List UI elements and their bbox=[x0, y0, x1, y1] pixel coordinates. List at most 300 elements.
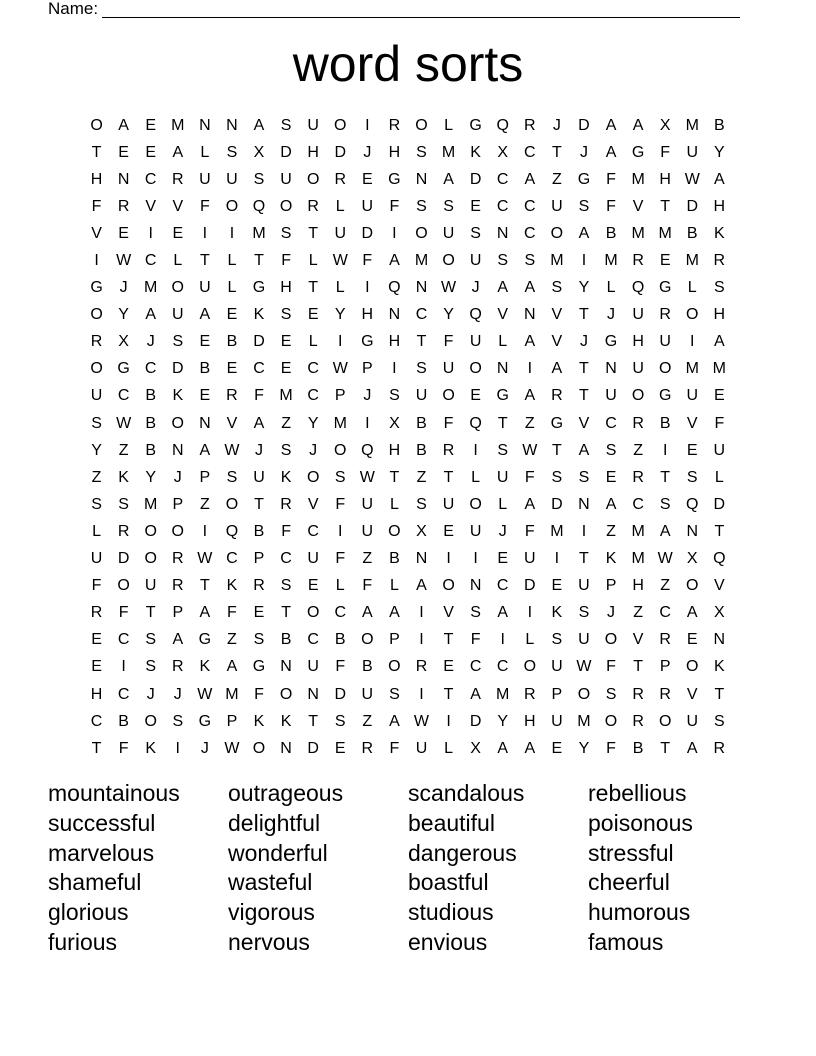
grid-letter[interactable]: W bbox=[332, 360, 348, 378]
grid-letter[interactable]: Z bbox=[91, 468, 102, 486]
grid-letter[interactable]: O bbox=[306, 604, 320, 622]
grid-letter[interactable]: O bbox=[306, 170, 320, 188]
grid-letter[interactable]: U bbox=[144, 577, 157, 595]
grid-letter[interactable]: Q bbox=[252, 197, 266, 215]
grid-letter[interactable]: C bbox=[307, 387, 319, 405]
grid-letter[interactable]: U bbox=[551, 658, 563, 676]
grid-letter[interactable]: Z bbox=[199, 495, 210, 513]
grid-letter[interactable]: C bbox=[144, 170, 157, 188]
grid-letter[interactable]: G bbox=[117, 360, 130, 378]
grid-letter[interactable]: U bbox=[199, 170, 211, 188]
grid-letter[interactable]: R bbox=[90, 604, 103, 622]
grid-letter[interactable]: I bbox=[94, 252, 99, 270]
grid-letter[interactable]: T bbox=[579, 306, 589, 324]
grid-letter[interactable]: N bbox=[578, 495, 590, 513]
grid-letter[interactable]: F bbox=[606, 197, 616, 215]
grid-letter[interactable]: F bbox=[281, 522, 291, 540]
grid-letter[interactable]: J bbox=[119, 279, 128, 297]
grid-letter[interactable]: O bbox=[550, 224, 564, 242]
grid-letter[interactable]: O bbox=[225, 197, 239, 215]
grid-letter[interactable]: Q bbox=[713, 550, 726, 568]
grid-letter[interactable]: T bbox=[389, 468, 400, 486]
grid-letter[interactable]: K bbox=[118, 468, 129, 486]
grid-letter[interactable]: F bbox=[118, 739, 129, 757]
grid-letter[interactable]: C bbox=[117, 631, 130, 649]
grid-letter[interactable]: I bbox=[121, 658, 126, 676]
grid-letter[interactable]: E bbox=[91, 631, 102, 649]
grid-letter[interactable]: L bbox=[335, 577, 345, 595]
grid-letter[interactable]: T bbox=[551, 143, 562, 161]
grid-letter[interactable]: W bbox=[441, 279, 457, 297]
grid-letter[interactable]: M bbox=[712, 360, 726, 378]
grid-letter[interactable]: S bbox=[605, 685, 617, 703]
grid-letter[interactable]: F bbox=[606, 739, 616, 757]
grid-letter[interactable]: D bbox=[253, 333, 265, 351]
grid-letter[interactable]: O bbox=[90, 306, 103, 324]
grid-letter[interactable]: B bbox=[389, 550, 400, 568]
grid-letter[interactable]: T bbox=[660, 739, 671, 757]
grid-letter[interactable]: S bbox=[416, 197, 427, 215]
grid-letter[interactable]: A bbox=[686, 604, 698, 622]
grid-letter[interactable]: O bbox=[415, 224, 428, 242]
grid-letter[interactable]: E bbox=[199, 387, 211, 405]
grid-letter[interactable]: F bbox=[281, 252, 291, 270]
grid-letter[interactable]: O bbox=[415, 116, 428, 134]
grid-letter[interactable]: P bbox=[361, 360, 373, 378]
grid-letter[interactable]: O bbox=[90, 116, 103, 134]
grid-letter[interactable]: C bbox=[659, 604, 671, 622]
grid-letter[interactable]: E bbox=[118, 143, 129, 161]
grid-letter[interactable]: U bbox=[496, 468, 509, 486]
grid-letter[interactable]: G bbox=[631, 143, 645, 161]
grid-letter[interactable]: A bbox=[118, 116, 129, 134]
grid-letter[interactable]: N bbox=[496, 224, 509, 242]
grid-letter[interactable]: U bbox=[469, 333, 482, 351]
grid-letter[interactable]: J bbox=[200, 739, 209, 757]
grid-letter[interactable]: O bbox=[523, 658, 537, 676]
grid-letter[interactable]: L bbox=[308, 333, 318, 351]
grid-letter[interactable]: N bbox=[686, 522, 699, 540]
grid-letter[interactable]: S bbox=[686, 468, 698, 486]
grid-letter[interactable]: F bbox=[335, 550, 346, 568]
grid-letter[interactable]: S bbox=[226, 468, 238, 486]
grid-letter[interactable]: Y bbox=[145, 468, 157, 486]
grid-letter[interactable]: B bbox=[145, 441, 157, 459]
grid-letter[interactable]: L bbox=[227, 279, 237, 297]
grid-letter[interactable]: H bbox=[713, 306, 726, 324]
grid-letter[interactable]: I bbox=[175, 739, 180, 757]
grid-letter[interactable]: T bbox=[281, 604, 291, 622]
grid-letter[interactable]: R bbox=[171, 658, 184, 676]
grid-letter[interactable]: C bbox=[469, 658, 482, 676]
grid-letter[interactable]: A bbox=[686, 739, 698, 757]
grid-letter[interactable]: N bbox=[280, 658, 292, 676]
grid-letter[interactable]: F bbox=[443, 414, 454, 432]
grid-letter[interactable]: C bbox=[415, 306, 428, 324]
grid-letter[interactable]: S bbox=[551, 468, 563, 486]
grid-letter[interactable]: F bbox=[227, 604, 237, 622]
grid-letter[interactable]: O bbox=[306, 468, 320, 486]
grid-letter[interactable]: F bbox=[362, 252, 373, 270]
grid-letter[interactable]: C bbox=[307, 631, 319, 649]
grid-letter[interactable]: R bbox=[713, 252, 726, 270]
grid-letter[interactable]: H bbox=[388, 441, 401, 459]
grid-letter[interactable]: K bbox=[605, 550, 617, 568]
grid-letter[interactable]: T bbox=[254, 495, 264, 513]
grid-letter[interactable]: A bbox=[416, 577, 427, 595]
grid-letter[interactable]: I bbox=[581, 252, 587, 270]
grid-letter[interactable]: S bbox=[605, 441, 617, 459]
grid-letter[interactable]: A bbox=[632, 116, 644, 134]
grid-letter[interactable]: G bbox=[252, 658, 266, 676]
grid-letter[interactable]: V bbox=[714, 577, 725, 595]
grid-letter[interactable]: T bbox=[308, 224, 319, 242]
grid-letter[interactable]: E bbox=[226, 360, 238, 378]
grid-letter[interactable]: Z bbox=[633, 604, 643, 622]
grid-letter[interactable]: W bbox=[359, 468, 375, 486]
grid-letter[interactable]: Q bbox=[225, 522, 239, 540]
grid-letter[interactable]: U bbox=[307, 658, 319, 676]
grid-letter[interactable]: R bbox=[171, 550, 184, 568]
grid-letter[interactable]: E bbox=[605, 468, 617, 486]
grid-letter[interactable]: O bbox=[144, 522, 157, 540]
grid-letter[interactable]: U bbox=[469, 252, 482, 270]
grid-letter[interactable]: O bbox=[658, 360, 672, 378]
grid-letter[interactable]: U bbox=[442, 360, 455, 378]
grid-letter[interactable]: B bbox=[253, 522, 265, 540]
grid-letter[interactable]: Q bbox=[361, 441, 374, 459]
grid-letter[interactable]: V bbox=[632, 197, 644, 215]
grid-letter[interactable]: R bbox=[415, 658, 428, 676]
grid-letter[interactable]: C bbox=[524, 197, 536, 215]
grid-letter[interactable]: B bbox=[334, 631, 346, 649]
grid-letter[interactable]: S bbox=[118, 495, 129, 513]
grid-letter[interactable]: A bbox=[226, 658, 238, 676]
grid-letter[interactable]: A bbox=[389, 604, 400, 622]
grid-letter[interactable]: F bbox=[606, 658, 616, 676]
grid-letter[interactable]: O bbox=[604, 631, 618, 649]
grid-letter[interactable]: P bbox=[199, 468, 211, 486]
grid-letter[interactable]: A bbox=[578, 441, 590, 459]
grid-letter[interactable]: K bbox=[226, 577, 238, 595]
grid-letter[interactable]: R bbox=[280, 495, 292, 513]
grid-letter[interactable]: I bbox=[500, 631, 505, 649]
grid-letter[interactable]: L bbox=[714, 468, 724, 486]
grid-letter[interactable]: M bbox=[604, 252, 618, 270]
grid-letter[interactable]: K bbox=[172, 387, 184, 405]
grid-letter[interactable]: A bbox=[524, 387, 536, 405]
grid-letter[interactable]: L bbox=[525, 631, 535, 649]
grid-letter[interactable]: C bbox=[334, 604, 347, 622]
grid-letter[interactable]: O bbox=[686, 306, 699, 324]
grid-letter[interactable]: U bbox=[90, 550, 103, 568]
grid-letter[interactable]: G bbox=[388, 170, 401, 188]
grid-letter[interactable]: T bbox=[254, 252, 264, 270]
grid-letter[interactable]: E bbox=[686, 441, 698, 459]
grid-letter[interactable]: A bbox=[199, 441, 211, 459]
grid-letter[interactable]: O bbox=[658, 712, 672, 730]
grid-letter[interactable]: F bbox=[335, 658, 346, 676]
grid-letter[interactable]: A bbox=[199, 306, 211, 324]
grid-letter[interactable]: A bbox=[497, 739, 509, 757]
grid-letter[interactable]: H bbox=[524, 712, 536, 730]
grid-letter[interactable]: D bbox=[334, 685, 347, 703]
grid-letter[interactable]: O bbox=[388, 522, 401, 540]
grid-letter[interactable]: P bbox=[253, 550, 265, 568]
grid-letter[interactable]: N bbox=[496, 360, 509, 378]
grid-letter[interactable]: S bbox=[172, 712, 184, 730]
grid-letter[interactable]: S bbox=[91, 495, 102, 513]
grid-letter[interactable]: E bbox=[172, 224, 184, 242]
grid-letter[interactable]: T bbox=[91, 143, 102, 161]
grid-letter[interactable]: Y bbox=[91, 441, 102, 459]
grid-letter[interactable]: L bbox=[444, 116, 453, 134]
grid-letter[interactable]: B bbox=[659, 414, 671, 432]
grid-letter[interactable]: S bbox=[714, 712, 725, 730]
grid-letter[interactable]: Y bbox=[578, 739, 590, 757]
grid-letter[interactable]: Q bbox=[469, 306, 482, 324]
grid-letter[interactable]: J bbox=[173, 685, 182, 703]
grid-letter[interactable]: Q bbox=[496, 116, 509, 134]
grid-letter[interactable]: E bbox=[199, 333, 211, 351]
grid-letter[interactable]: G bbox=[361, 333, 374, 351]
grid-letter[interactable]: G bbox=[658, 279, 672, 297]
grid-letter[interactable]: T bbox=[579, 387, 589, 405]
grid-letter[interactable]: Q bbox=[469, 414, 482, 432]
grid-letter[interactable]: S bbox=[389, 387, 400, 405]
grid-letter[interactable]: A bbox=[172, 143, 184, 161]
grid-letter[interactable]: D bbox=[713, 495, 726, 513]
grid-letter[interactable]: A bbox=[605, 116, 617, 134]
grid-letter[interactable]: J bbox=[552, 116, 561, 134]
grid-letter[interactable]: A bbox=[714, 333, 725, 351]
grid-letter[interactable]: T bbox=[579, 360, 589, 378]
grid-letter[interactable]: N bbox=[524, 306, 536, 324]
grid-letter[interactable]: Z bbox=[281, 414, 291, 432]
grid-letter[interactable]: T bbox=[633, 658, 643, 676]
grid-letter[interactable]: U bbox=[226, 170, 238, 188]
grid-letter[interactable]: U bbox=[659, 333, 671, 351]
grid-letter[interactable]: L bbox=[173, 252, 183, 270]
grid-letter[interactable]: I bbox=[392, 224, 397, 242]
grid-letter[interactable]: F bbox=[335, 495, 346, 513]
grid-letter[interactable]: O bbox=[144, 712, 157, 730]
grid-letter[interactable]: D bbox=[171, 360, 184, 378]
grid-letter[interactable]: I bbox=[365, 414, 370, 432]
grid-letter[interactable]: M bbox=[252, 224, 266, 242]
grid-letter[interactable]: Z bbox=[633, 441, 643, 459]
grid-letter[interactable]: I bbox=[148, 224, 153, 242]
grid-letter[interactable]: J bbox=[309, 441, 318, 459]
grid-letter[interactable]: U bbox=[524, 550, 536, 568]
grid-letter[interactable]: A bbox=[199, 604, 211, 622]
grid-letter[interactable]: T bbox=[443, 685, 454, 703]
grid-letter[interactable]: R bbox=[307, 197, 319, 215]
grid-letter[interactable]: Q bbox=[686, 495, 699, 513]
grid-letter[interactable]: S bbox=[172, 333, 184, 351]
grid-letter[interactable]: M bbox=[631, 522, 645, 540]
grid-letter[interactable]: V bbox=[686, 685, 698, 703]
grid-letter[interactable]: P bbox=[659, 658, 671, 676]
grid-letter[interactable]: T bbox=[714, 685, 725, 703]
grid-letter[interactable]: B bbox=[605, 224, 617, 242]
grid-letter[interactable]: U bbox=[551, 712, 563, 730]
grid-letter[interactable]: H bbox=[632, 577, 644, 595]
grid-letter[interactable]: U bbox=[415, 387, 428, 405]
grid-letter[interactable]: A bbox=[253, 414, 265, 432]
grid-letter[interactable]: I bbox=[338, 522, 343, 540]
grid-letter[interactable]: P bbox=[226, 712, 238, 730]
grid-letter[interactable]: U bbox=[686, 712, 699, 730]
grid-letter[interactable]: H bbox=[90, 170, 103, 188]
grid-letter[interactable]: F bbox=[91, 197, 102, 215]
grid-letter[interactable]: U bbox=[361, 522, 374, 540]
grid-letter[interactable]: P bbox=[551, 685, 563, 703]
grid-letter[interactable]: V bbox=[172, 197, 184, 215]
grid-letter[interactable]: X bbox=[416, 522, 427, 540]
grid-letter[interactable]: M bbox=[658, 224, 672, 242]
grid-letter[interactable]: D bbox=[361, 224, 374, 242]
grid-letter[interactable]: A bbox=[524, 170, 536, 188]
grid-letter[interactable]: R bbox=[632, 468, 644, 486]
grid-letter[interactable]: E bbox=[145, 116, 157, 134]
grid-letter[interactable]: R bbox=[632, 712, 644, 730]
grid-letter[interactable]: S bbox=[470, 224, 481, 242]
grid-letter[interactable]: S bbox=[470, 604, 481, 622]
grid-letter[interactable]: Z bbox=[362, 712, 373, 730]
grid-letter[interactable]: U bbox=[253, 468, 265, 486]
grid-letter[interactable]: N bbox=[199, 414, 211, 432]
grid-letter[interactable]: O bbox=[469, 360, 482, 378]
grid-letter[interactable]: I bbox=[365, 116, 370, 134]
grid-letter[interactable]: S bbox=[416, 495, 427, 513]
grid-letter[interactable]: K bbox=[253, 306, 265, 324]
grid-letter[interactable]: T bbox=[660, 468, 671, 486]
grid-letter[interactable]: O bbox=[442, 577, 455, 595]
grid-letter[interactable]: S bbox=[578, 197, 590, 215]
grid-letter[interactable]: O bbox=[171, 522, 184, 540]
grid-letter[interactable]: W bbox=[197, 685, 213, 703]
grid-letter[interactable]: W bbox=[657, 550, 673, 568]
grid-letter[interactable]: N bbox=[307, 685, 319, 703]
grid-letter[interactable]: O bbox=[686, 658, 699, 676]
grid-letter[interactable]: W bbox=[224, 739, 240, 757]
grid-letter[interactable]: R bbox=[226, 387, 238, 405]
grid-letter[interactable]: O bbox=[144, 550, 157, 568]
grid-letter[interactable]: N bbox=[199, 116, 211, 134]
grid-letter[interactable]: Y bbox=[307, 414, 319, 432]
grid-letter[interactable]: O bbox=[361, 631, 374, 649]
grid-letter[interactable]: V bbox=[307, 495, 319, 513]
grid-letter[interactable]: S bbox=[389, 685, 400, 703]
grid-letter[interactable]: I bbox=[446, 712, 451, 730]
grid-letter[interactable]: U bbox=[280, 170, 292, 188]
grid-letter[interactable]: U bbox=[713, 441, 726, 459]
grid-letter[interactable]: A bbox=[361, 604, 373, 622]
grid-letter[interactable]: R bbox=[659, 306, 671, 324]
grid-letter[interactable]: F bbox=[660, 143, 671, 161]
grid-letter[interactable]: S bbox=[659, 495, 671, 513]
grid-letter[interactable]: N bbox=[388, 306, 401, 324]
grid-letter[interactable]: D bbox=[334, 143, 347, 161]
grid-letter[interactable]: X bbox=[389, 414, 400, 432]
grid-letter[interactable]: F bbox=[470, 631, 481, 649]
grid-letter[interactable]: J bbox=[498, 522, 507, 540]
name-line[interactable] bbox=[102, 2, 740, 18]
grid-letter[interactable]: Q bbox=[631, 279, 645, 297]
grid-letter[interactable]: A bbox=[524, 495, 536, 513]
grid-letter[interactable]: W bbox=[413, 712, 430, 730]
grid-letter[interactable]: L bbox=[498, 495, 508, 513]
grid-letter[interactable]: Z bbox=[606, 522, 616, 540]
grid-letter[interactable]: R bbox=[361, 739, 374, 757]
grid-letter[interactable]: R bbox=[524, 116, 536, 134]
grid-letter[interactable]: E bbox=[307, 577, 319, 595]
grid-letter[interactable]: S bbox=[334, 468, 346, 486]
grid-letter[interactable]: T bbox=[443, 631, 454, 649]
grid-letter[interactable]: R bbox=[551, 387, 563, 405]
grid-letter[interactable]: S bbox=[280, 116, 292, 134]
grid-letter[interactable]: C bbox=[496, 658, 509, 676]
grid-letter[interactable]: A bbox=[389, 712, 400, 730]
grid-letter[interactable]: H bbox=[659, 170, 671, 188]
grid-letter[interactable]: O bbox=[388, 658, 401, 676]
grid-letter[interactable]: S bbox=[416, 143, 427, 161]
grid-letter[interactable]: N bbox=[226, 116, 238, 134]
grid-letter[interactable]: S bbox=[524, 252, 536, 270]
grid-letter[interactable]: U bbox=[171, 306, 184, 324]
grid-letter[interactable]: U bbox=[686, 143, 699, 161]
grid-letter[interactable]: Y bbox=[118, 306, 129, 324]
grid-letter[interactable]: O bbox=[442, 387, 455, 405]
grid-letter[interactable]: I bbox=[554, 550, 560, 568]
grid-letter[interactable]: L bbox=[444, 739, 453, 757]
grid-letter[interactable]: V bbox=[578, 414, 590, 432]
grid-letter[interactable]: N bbox=[415, 550, 428, 568]
grid-letter[interactable]: A bbox=[578, 224, 590, 242]
grid-letter[interactable]: W bbox=[684, 170, 700, 188]
grid-letter[interactable]: P bbox=[389, 631, 400, 649]
grid-letter[interactable]: S bbox=[253, 631, 265, 649]
grid-letter[interactable]: T bbox=[308, 712, 319, 730]
grid-letter[interactable]: N bbox=[415, 170, 428, 188]
grid-letter[interactable]: F bbox=[254, 685, 264, 703]
grid-letter[interactable]: J bbox=[579, 143, 588, 161]
grid-letter[interactable]: F bbox=[199, 197, 210, 215]
grid-letter[interactable]: U bbox=[578, 631, 590, 649]
grid-letter[interactable]: S bbox=[226, 143, 238, 161]
grid-letter[interactable]: P bbox=[172, 604, 184, 622]
grid-letter[interactable]: T bbox=[308, 279, 319, 297]
grid-letter[interactable]: O bbox=[117, 577, 130, 595]
grid-letter[interactable]: S bbox=[551, 631, 563, 649]
grid-letter[interactable]: T bbox=[551, 441, 562, 459]
grid-letter[interactable]: U bbox=[199, 279, 211, 297]
grid-letter[interactable]: K bbox=[714, 224, 725, 242]
grid-letter[interactable]: X bbox=[253, 143, 265, 161]
grid-letter[interactable]: I bbox=[229, 224, 235, 242]
grid-letter[interactable]: G bbox=[252, 279, 266, 297]
grid-letter[interactable]: F bbox=[606, 170, 616, 188]
grid-letter[interactable]: E bbox=[443, 522, 454, 540]
grid-letter[interactable]: C bbox=[496, 170, 509, 188]
grid-letter[interactable]: T bbox=[714, 522, 725, 540]
grid-letter[interactable]: R bbox=[334, 170, 347, 188]
grid-letter[interactable]: R bbox=[659, 685, 671, 703]
grid-letter[interactable]: U bbox=[469, 522, 482, 540]
grid-letter[interactable]: L bbox=[498, 333, 508, 351]
grid-letter[interactable]: L bbox=[335, 279, 345, 297]
